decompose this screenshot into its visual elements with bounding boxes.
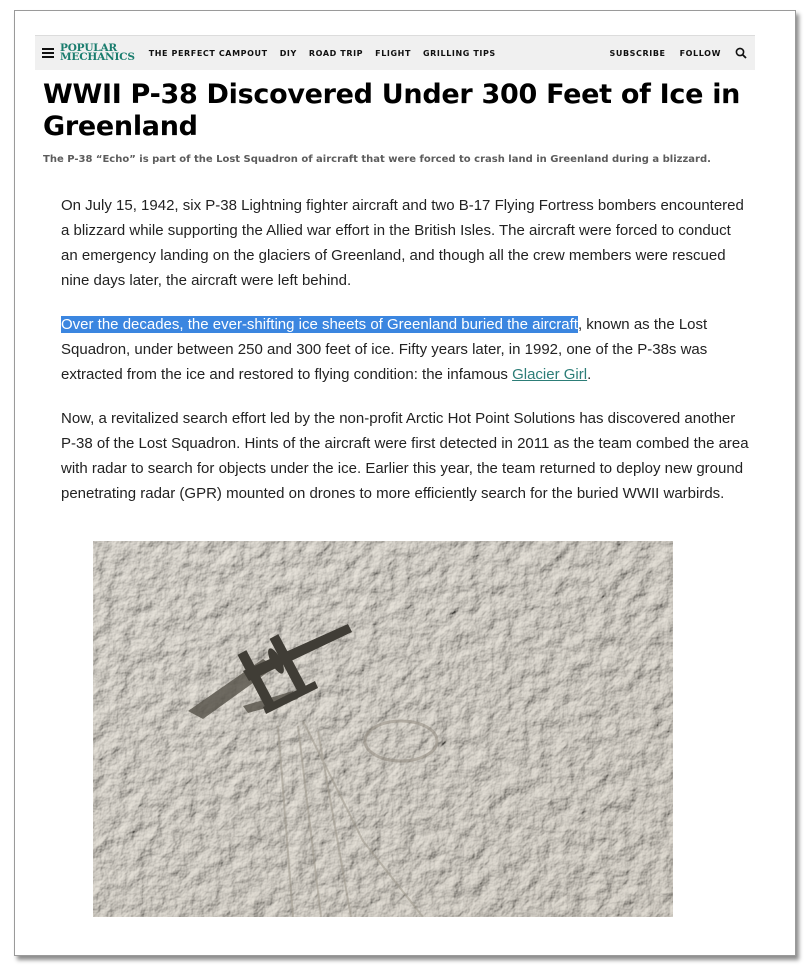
- selected-text[interactable]: Over the decades, the ever-shifting ice sheets of Greenland buried the aircraft: [61, 316, 578, 333]
- nav-actions: [610, 47, 748, 59]
- article-dek: The P-38 “Echo” is part of the Lost Squadron of aircraft that were forced to crash land in Greenland during a blizzard.: [43, 154, 711, 165]
- nav-links: [149, 49, 496, 58]
- paragraph-2-text: , known as the Lost Squadron, under between 250 and 300 feet of ice. Fifty years later, in 1992, one of the P-38s was extracted from the ice and restored to flying condition: the infamous: [61, 316, 708, 383]
- nav-link-flight[interactable]: FLIGHT: [375, 48, 411, 58]
- glacier-girl-link[interactable]: Glacier Girl: [512, 366, 588, 383]
- nav-link-perfect-campout[interactable]: THE PERFECT CAMPOUT: [148, 48, 268, 58]
- search-icon[interactable]: [735, 47, 747, 59]
- nav-link-road-trip[interactable]: ROAD TRIP: [308, 48, 364, 58]
- article-title: WWII P-38 Discovered Under 300 Feet of Ice in Greenland: [43, 79, 741, 142]
- top-nav: [35, 35, 755, 70]
- paragraph-1: On July 15, 1942, six P-38 Lightning fighter aircraft and two B-17 Flying Fortress bombers encountered a blizzard while supporting the Allied war effort in the British Isles. The aircraft were forced to conduct an emergency landing on the glaciers of Greenland, and though all the crew members were rescued nine days later, the aircraft were left behind.: [61, 197, 744, 289]
- menu-icon[interactable]: [42, 48, 54, 58]
- page-frame: [14, 10, 796, 956]
- aircraft-photo: [93, 541, 673, 917]
- follow-link[interactable]: FOLLOW: [679, 48, 721, 58]
- paragraph-2: [61, 312, 751, 387]
- paragraph-3: Now, a revitalized search effort led by the non-profit Arctic Hot Point Solutions has discovered another P-38 of the Lost Squadron. Hints of the aircraft were first detected in 2011 as the team combed the area with radar to search for objects under the ice. Earlier this year, the team returned to deploy new ground penetrating radar (GPR) mounted on drones to more efficiently search for the buried WWII warbirds.: [61, 410, 749, 502]
- nav-link-diy[interactable]: DIY: [279, 48, 297, 58]
- paragraph-2-end: .: [587, 366, 592, 383]
- site-logo[interactable]: POPULAR MECHANICS: [60, 42, 135, 63]
- subscribe-link[interactable]: SUBSCRIBE: [609, 48, 666, 58]
- article-body: [61, 193, 751, 525]
- nav-link-grilling-tips[interactable]: GRILLING TIPS: [423, 48, 496, 58]
